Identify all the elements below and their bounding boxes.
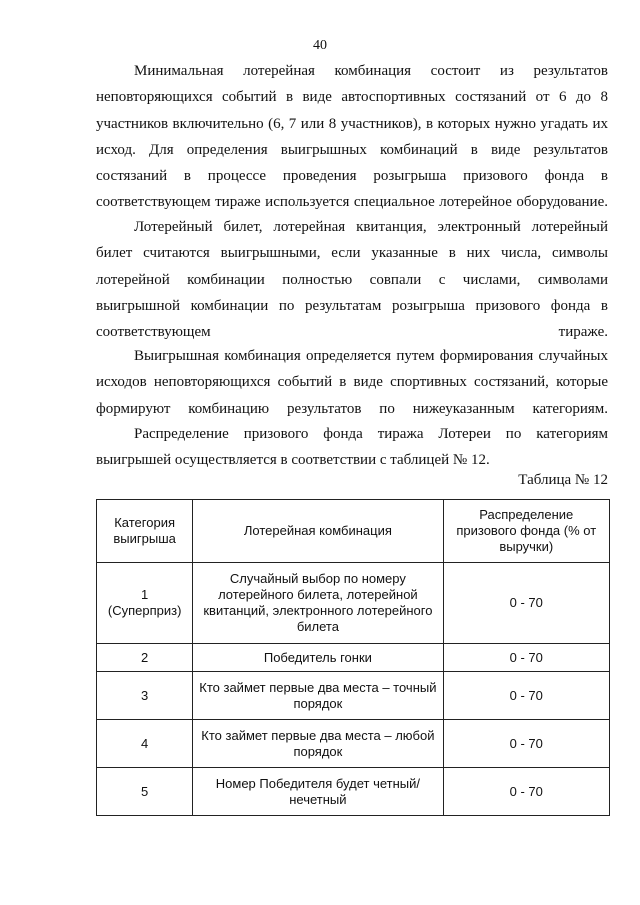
paragraph-3-text: Выигрышная комбинация определяется путем формирования случайных исходов неповторяющихся событий в виде спортивных состязаний, которые формируют комбинацию результатов по нижеуказанным категориям. bbox=[96, 348, 608, 417]
cell-distribution: 0 - 70 bbox=[443, 672, 609, 720]
table-header-row bbox=[97, 500, 610, 563]
paragraph-1 bbox=[96, 58, 608, 216]
paragraph-2-text: Лотерейный билет, лотерейная квитанция, электронный лотерейный билет считаются выигрышными, если указанные в них числа, символы лотерейной комбинации полностью совпали с числами, символами выигрышной комбинации по результатам розыгрыша призового фонда в соответствующем тираже. bbox=[96, 219, 608, 341]
table-row bbox=[97, 644, 610, 672]
page-number: 40 bbox=[313, 38, 327, 53]
table-row bbox=[97, 672, 610, 720]
cell-distribution: 0 - 70 bbox=[443, 720, 609, 768]
cell-combination: Победитель гонки bbox=[193, 644, 443, 672]
cell-combination: Кто займет первые два места – любой порядок bbox=[193, 720, 443, 768]
table-row bbox=[97, 563, 610, 644]
paragraph-4 bbox=[96, 421, 608, 474]
table-row bbox=[97, 768, 610, 816]
cell-distribution: 0 - 70 bbox=[443, 768, 609, 816]
cell-distribution: 0 - 70 bbox=[443, 644, 609, 672]
cell-combination: Случайный выбор по номеру лотерейного билета, лотерейной квитанций, электронного лотерейного билета bbox=[193, 563, 443, 644]
cell-category: 5 bbox=[97, 768, 193, 816]
cell-category: 3 bbox=[97, 672, 193, 720]
cell-category: 2 bbox=[97, 644, 193, 672]
prize-distribution-table bbox=[96, 499, 610, 816]
header-combination: Лотерейная комбинация bbox=[193, 500, 443, 563]
header-distribution: Распределение призового фонда (% от выручки) bbox=[443, 500, 609, 563]
cell-category: 4 bbox=[97, 720, 193, 768]
cell-category: 1 (Суперприз) bbox=[97, 563, 193, 644]
paragraph-3 bbox=[96, 343, 608, 422]
table-row bbox=[97, 720, 610, 768]
paragraph-1-text: Минимальная лотерейная комбинация состоит из результатов неповторяющихся событий в виде автоспортивных состязаний от 6 до 8 участников включительно (6, 7 или 8 участников), в которых нужно угадать их исход. Для определения выигрышных комбинаций в виде результатов состязаний в процессе проведения розыгрыша призового фонда в соответствующем тираже используется специальное лотерейное оборудование. bbox=[96, 63, 608, 211]
paragraph-2 bbox=[96, 214, 608, 345]
paragraph-4-text: Распределение призового фонда тиража Лотереи по категориям выигрышей осуществляется в соответствии с таблицей № 12. bbox=[96, 426, 608, 469]
cell-combination: Кто займет первые два места – точный порядок bbox=[193, 672, 443, 720]
header-category: Категория выигрыша bbox=[97, 500, 193, 563]
cell-combination: Номер Победителя будет четный/нечетный bbox=[193, 768, 443, 816]
table-caption: Таблица № 12 bbox=[518, 472, 608, 488]
cell-distribution: 0 - 70 bbox=[443, 563, 609, 644]
